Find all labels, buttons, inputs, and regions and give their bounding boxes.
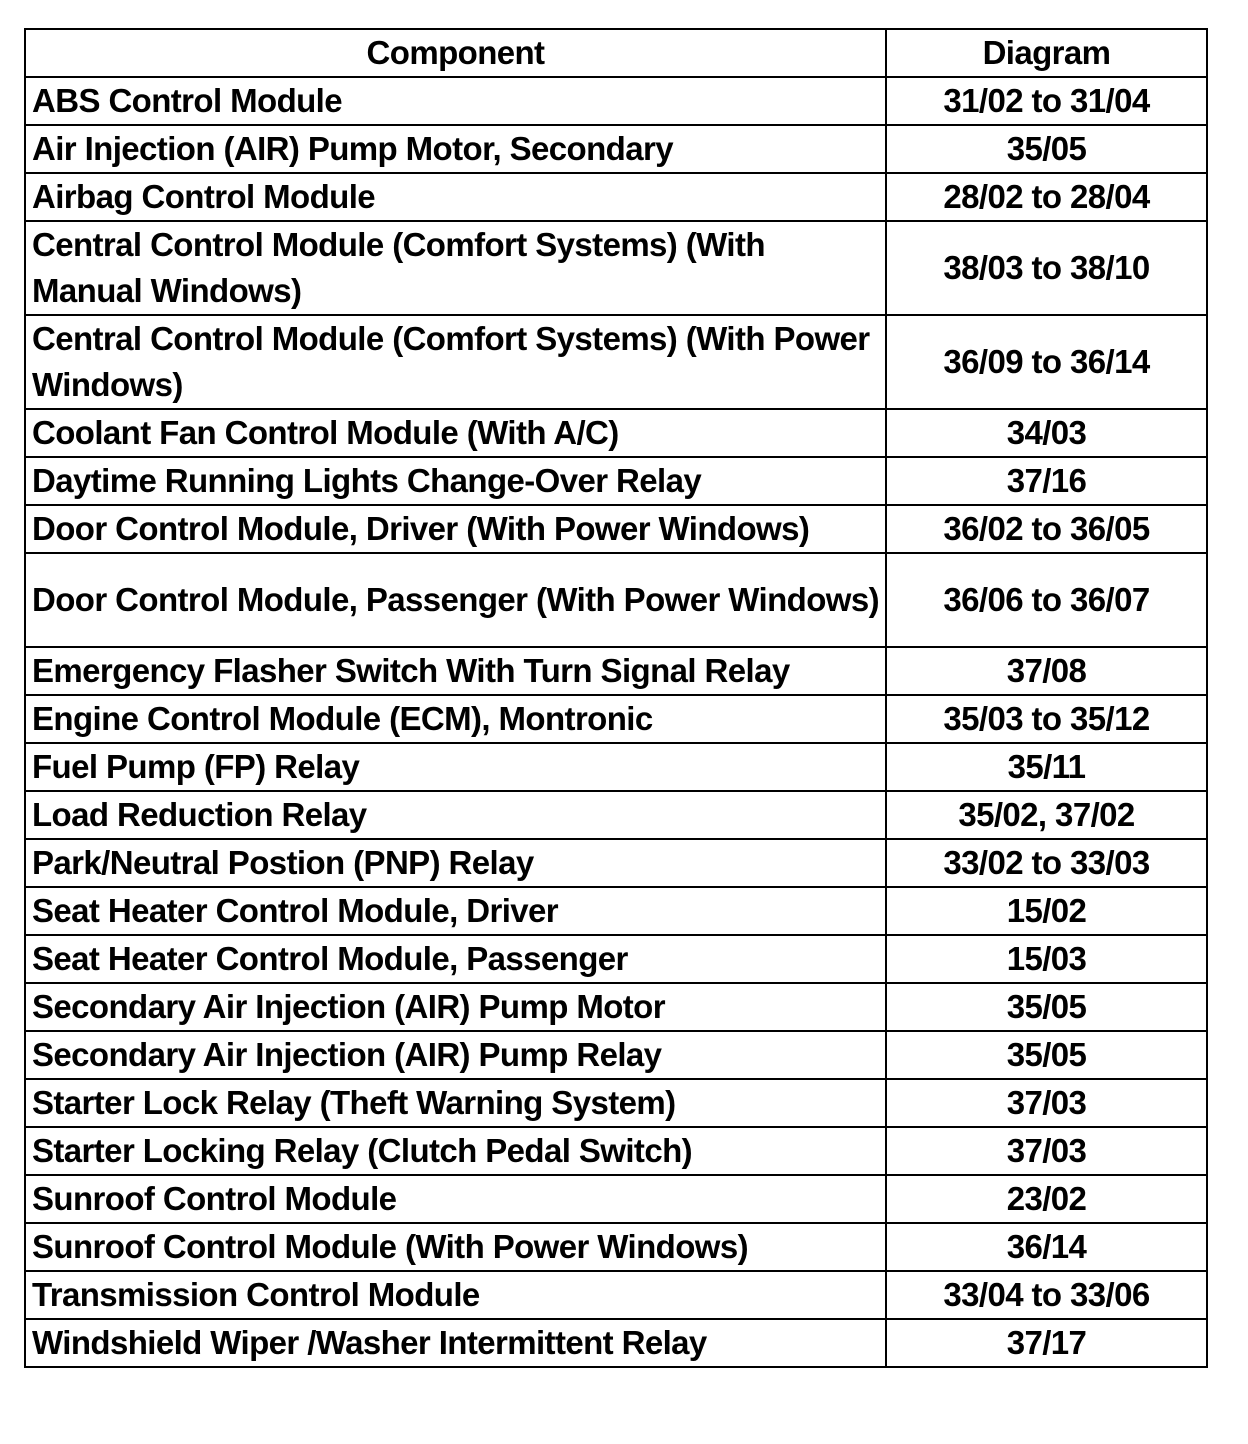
table-row — [25, 983, 1207, 1031]
table-row — [25, 1175, 1207, 1223]
table-row — [25, 1127, 1207, 1175]
table-row — [25, 935, 1207, 983]
table-row — [25, 125, 1207, 173]
header-diagram: Diagram — [886, 29, 1207, 77]
diagram-cell: 35/05 — [886, 125, 1207, 173]
table-row — [25, 77, 1207, 125]
diagram-cell: 36/14 — [886, 1223, 1207, 1271]
component-cell: Windshield Wiper /Washer Intermittent Relay — [25, 1319, 886, 1367]
table-row — [25, 695, 1207, 743]
component-cell: Emergency Flasher Switch With Turn Signal Relay — [25, 647, 886, 695]
component-cell: Daytime Running Lights Change-Over Relay — [25, 457, 886, 505]
component-diagram-table-container — [24, 28, 1207, 1368]
component-cell: Secondary Air Injection (AIR) Pump Motor — [25, 983, 886, 1031]
diagram-cell: 28/02 to 28/04 — [886, 173, 1207, 221]
component-cell: Door Control Module, Driver (With Power Windows) — [25, 505, 886, 553]
diagram-cell: 33/04 to 33/06 — [886, 1271, 1207, 1319]
table-row — [25, 743, 1207, 791]
diagram-cell: 36/06 to 36/07 — [886, 553, 1207, 647]
component-cell: Fuel Pump (FP) Relay — [25, 743, 886, 791]
table-row — [25, 1319, 1207, 1367]
diagram-cell: 35/03 to 35/12 — [886, 695, 1207, 743]
component-cell: Secondary Air Injection (AIR) Pump Relay — [25, 1031, 886, 1079]
diagram-cell: 15/03 — [886, 935, 1207, 983]
table-row — [25, 839, 1207, 887]
component-cell: Load Reduction Relay — [25, 791, 886, 839]
diagram-cell: 36/02 to 36/05 — [886, 505, 1207, 553]
table-row — [25, 647, 1207, 695]
diagram-cell: 35/05 — [886, 983, 1207, 1031]
diagram-cell: 37/17 — [886, 1319, 1207, 1367]
component-cell: Central Control Module (Comfort Systems) (With Manual Windows) — [25, 221, 886, 315]
table-row — [25, 173, 1207, 221]
table-row — [25, 1031, 1207, 1079]
diagram-cell: 38/03 to 38/10 — [886, 221, 1207, 315]
table-row — [25, 315, 1207, 409]
table-row — [25, 1271, 1207, 1319]
component-cell: Transmission Control Module — [25, 1271, 886, 1319]
component-cell: Door Control Module, Passenger (With Power Windows) — [25, 553, 886, 647]
table-row — [25, 409, 1207, 457]
component-cell: Airbag Control Module — [25, 173, 886, 221]
diagram-cell: 37/03 — [886, 1079, 1207, 1127]
component-cell: Sunroof Control Module — [25, 1175, 886, 1223]
diagram-cell: 15/02 — [886, 887, 1207, 935]
component-cell: Sunroof Control Module (With Power Windows) — [25, 1223, 886, 1271]
table-row — [25, 457, 1207, 505]
diagram-cell: 23/02 — [886, 1175, 1207, 1223]
table-row — [25, 1079, 1207, 1127]
component-cell: Seat Heater Control Module, Driver — [25, 887, 886, 935]
component-cell: Central Control Module (Comfort Systems) (With Power Windows) — [25, 315, 886, 409]
component-cell: Seat Heater Control Module, Passenger — [25, 935, 886, 983]
table-row — [25, 221, 1207, 315]
component-diagram-table — [24, 28, 1208, 1368]
diagram-cell: 35/05 — [886, 1031, 1207, 1079]
component-cell: Starter Locking Relay (Clutch Pedal Switch) — [25, 1127, 886, 1175]
table-header-row — [25, 29, 1207, 77]
component-cell: Coolant Fan Control Module (With A/C) — [25, 409, 886, 457]
table-row — [25, 1223, 1207, 1271]
diagram-cell: 37/08 — [886, 647, 1207, 695]
component-cell: ABS Control Module — [25, 77, 886, 125]
diagram-cell: 37/16 — [886, 457, 1207, 505]
diagram-cell: 31/02 to 31/04 — [886, 77, 1207, 125]
table-row — [25, 887, 1207, 935]
component-cell: Park/Neutral Postion (PNP) Relay — [25, 839, 886, 887]
component-cell: Air Injection (AIR) Pump Motor, Secondary — [25, 125, 886, 173]
diagram-cell: 37/03 — [886, 1127, 1207, 1175]
diagram-cell: 36/09 to 36/14 — [886, 315, 1207, 409]
diagram-cell: 34/03 — [886, 409, 1207, 457]
diagram-cell: 35/11 — [886, 743, 1207, 791]
header-component: Component — [25, 29, 886, 77]
table-row — [25, 505, 1207, 553]
table-row — [25, 791, 1207, 839]
diagram-cell: 35/02, 37/02 — [886, 791, 1207, 839]
component-cell: Engine Control Module (ECM), Montronic — [25, 695, 886, 743]
component-cell: Starter Lock Relay (Theft Warning System) — [25, 1079, 886, 1127]
diagram-cell: 33/02 to 33/03 — [886, 839, 1207, 887]
table-row — [25, 553, 1207, 647]
